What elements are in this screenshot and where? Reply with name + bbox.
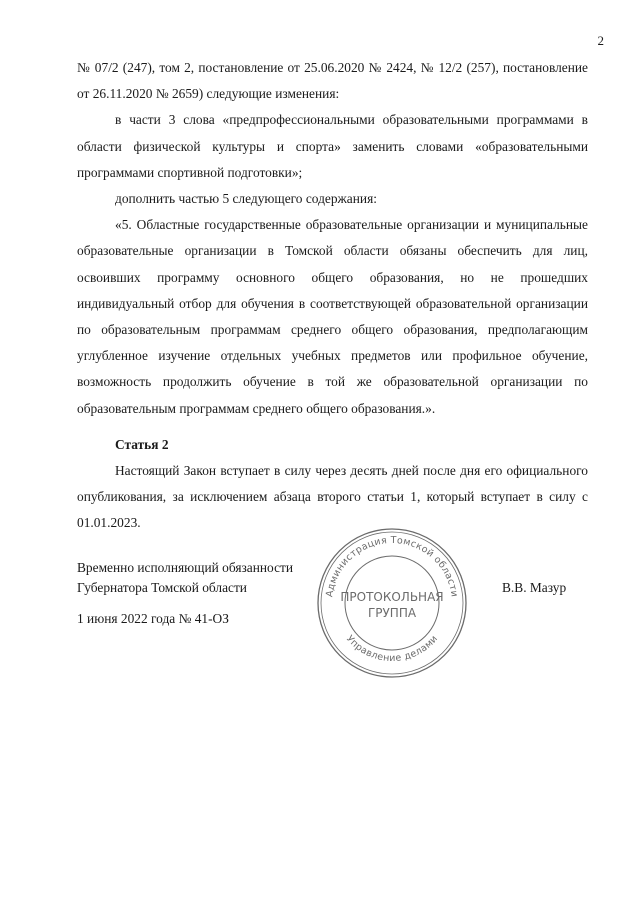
stamp-inner-line-1: ПРОТОКОЛЬНАЯ: [340, 590, 444, 604]
stamp-inner-line-2: ГРУППА: [367, 606, 417, 620]
signature-title-line-1: Временно исполняющий обязанности: [77, 560, 294, 575]
signature-title-line-2: Губернатора Томской области: [77, 580, 247, 595]
signature-title: [77, 558, 317, 598]
paragraph-amendment-part3: в части 3 слова «предпрофессиональными образовательными программами в области физической культуры и спорта» заменить словами «образовательными программами спортивной подготовки»;: [77, 112, 588, 180]
article-2-text: Настоящий Закон вступает в силу через десять дней после дня его официального опубликования, за исключением абзаца второго статьи 1, который вступает в силу с 01.01.2023.: [77, 463, 588, 531]
article-2-heading: Статья 2: [115, 436, 169, 452]
document-body: [77, 55, 588, 537]
stamp-bottom-text: Управление делами: [343, 633, 441, 665]
official-stamp: [312, 523, 472, 683]
paragraph-add-part5: дополнить частью 5 следующего содержания:: [115, 191, 377, 207]
stamp-outer-text: Администрация Томской области: [324, 534, 460, 598]
page-number: 2: [597, 33, 604, 48]
paragraph-continuation: № 07/2 (247), том 2, постановление от 25.06.2020 № 2424, № 12/2 (257), постановление от 26.11.2020 № 2659) следующие изменения:: [77, 60, 588, 102]
stamp-graphic: [312, 523, 472, 683]
law-date-number: 1 июня 2022 года № 41-ОЗ: [77, 611, 229, 626]
signer-name: В.В. Мазур: [502, 580, 567, 595]
paragraph-part5-text: «5. Областные государственные образовательные организации и муниципальные образовательные организации в Томской области обязаны обеспечить для лиц, освоивших программу основного общего образования, но не прошедших индивидуальный отбор для обучения в соответствующей образовательной организации по образовательным программам среднего общего образования, предполагающим углубленное изучение отдельных учебных предметов или профильное обучение, возможность продолжить обучение в той же образовательной организации по образовательным программам среднего общего образования.».: [77, 217, 588, 416]
